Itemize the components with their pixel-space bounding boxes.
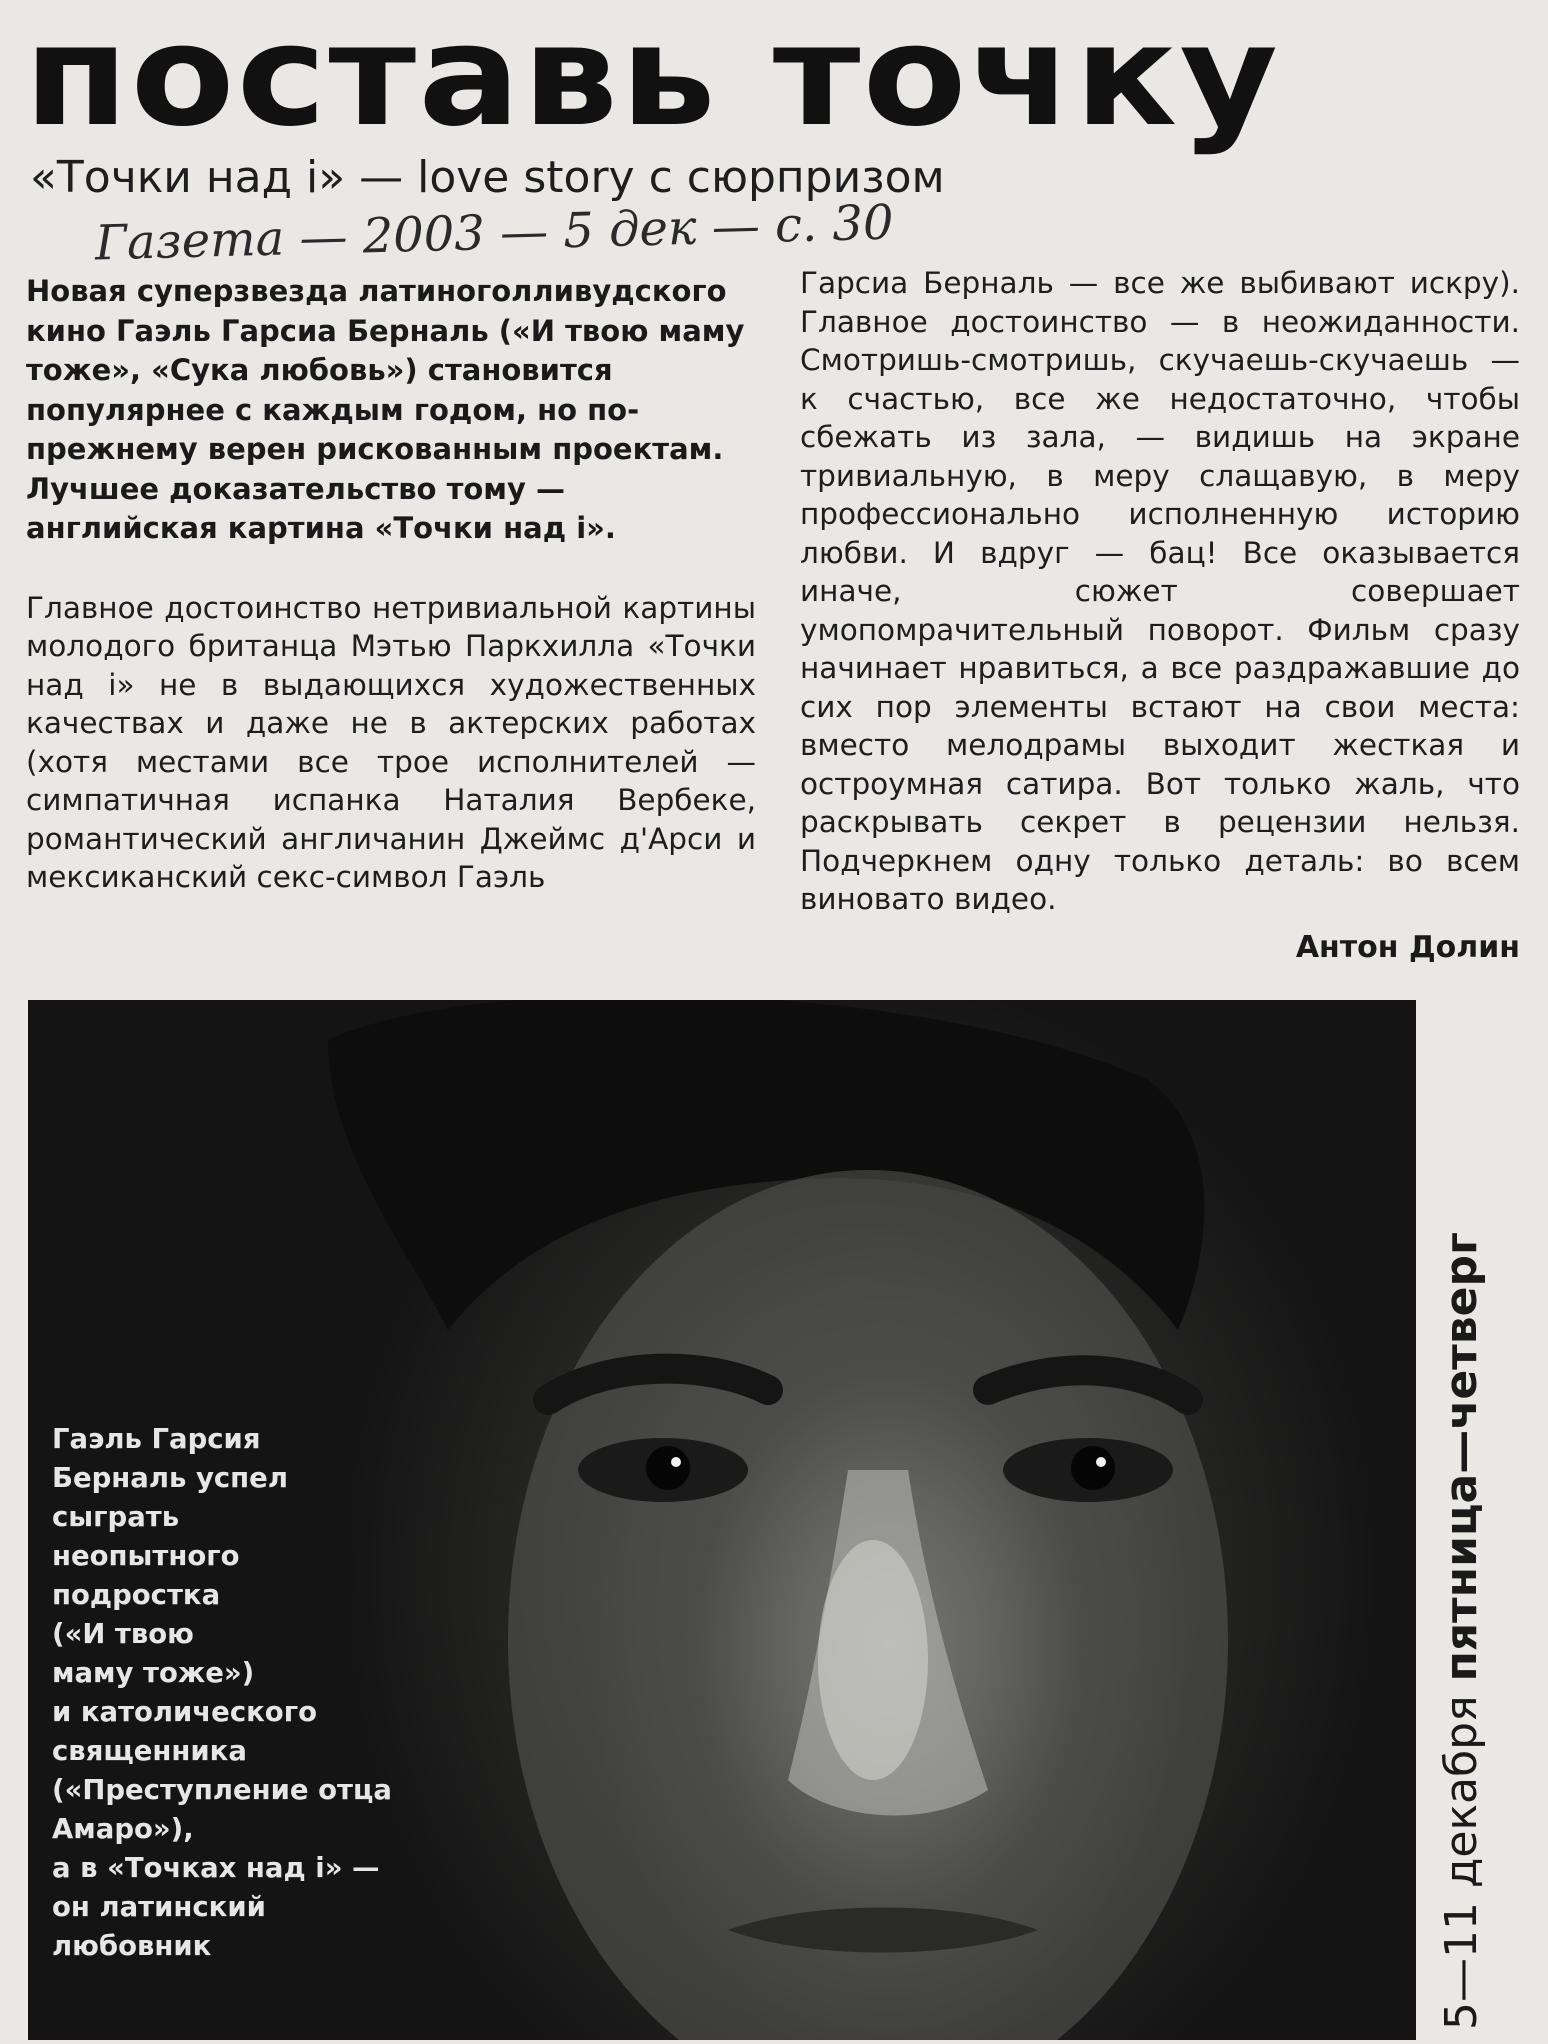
portrait-photo <box>28 1000 1416 2040</box>
body-paragraph-right: Гарсиа Берналь — все же выбивают искру). Главное достоинство — в неожиданности. Смотришь-смотришь, скучаешь-скучаешь — к счастью, все же недостаточно, чтобы сбежать из зала, — видишь на экране тривиальную, в меру слащавую, в меру профессионально исполненную историю любви. И вдруг — бац! Все оказывается иначе, сюжет совершает умопомрачительный поворот. Фильм сразу начинает нравиться, а все раздражавшие до сих пор элементы встают на свои места: вместо мелодрамы выходит жесткая и остроумная сатира. Вот только жаль, что раскрывать секрет в рецензии нельзя. Подчеркнем одну только деталь: во всем виновато видео. <box>800 266 1520 916</box>
handwritten-note: Газета — 2003 — 5 дек — с. 30 <box>94 194 895 272</box>
right-column <box>800 264 1520 919</box>
body-paragraph-left: Главное достоинство нетривиальной картины молодого британца Мэтью Паркхилла «Точки над i» не в выдающихся художественных качествах и даже не в актерских работах (хотя местами все трое исполнителей — симпатичная испанка Наталия Вербеке, романтический англичанин Джеймс д'Арси и мексиканский секс-символ Гаэль <box>26 590 756 894</box>
issue-dates: 5—11 декабря <box>1436 1681 1487 2030</box>
issue-days: пятница—четверг <box>1436 1232 1487 1682</box>
left-column <box>26 272 756 897</box>
author-byline: Антон Долин <box>1295 930 1520 965</box>
issue-dates-sidebar <box>1436 1010 1487 2030</box>
photo-caption: Гаэль Гарсия Берналь успел сыграть неопытного подростка («И твою маму тоже») и католического священника («Преступление отца Амаро»), а в «Точках над i» — он латинский любовник <box>52 1423 392 1962</box>
subtitle: «Точки над i» — love story с сюрпризом <box>30 152 945 203</box>
lead-paragraph: Новая суперзвезда латиноголливудского кино Гаэль Гарсиа Берналь («И твою маму тоже», «Сука любовь») становится популярнее с каждым годом, но по-прежнему верен рискованным проектам. Лучшее доказательство тому — английская картина «Точки над i». <box>26 274 745 545</box>
headline: поставь точку <box>24 0 1281 158</box>
